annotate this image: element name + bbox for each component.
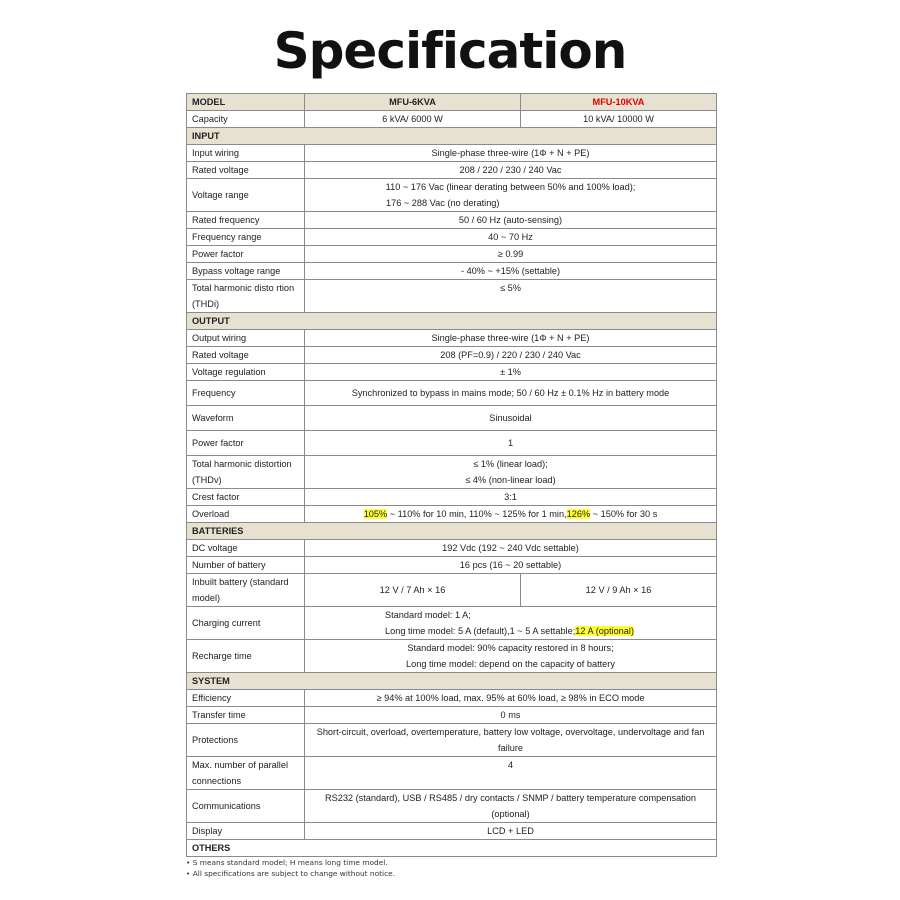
row-label: Charging current [187, 607, 305, 640]
value-line: Long time model: depend on the capacity of battery [406, 659, 615, 669]
value-line [385, 623, 711, 639]
row-label: Crest factor [187, 489, 305, 506]
section-batteries [187, 523, 717, 540]
section-output [187, 313, 717, 330]
value-line: failure [497, 743, 524, 753]
row-label [187, 757, 305, 790]
row-value [305, 506, 717, 523]
row-label: Power factor [187, 431, 305, 456]
charging-text: Long time model: 5 A (default),1 ~ 5 A settable; [385, 626, 576, 636]
row-label: Rated frequency [187, 212, 305, 229]
row-label: Communications [187, 790, 305, 823]
row-value: 208 / 220 / 230 / 240 Vac [305, 162, 717, 179]
footnote: • All specifications are subject to change without notice. [186, 869, 396, 878]
section-input [187, 128, 717, 145]
row-label: Rated voltage [187, 347, 305, 364]
value-line: Short-circuit, overload, overtemperature, battery low voltage, overvoltage, undervoltage and fan [316, 727, 705, 737]
row-value: ± 1% [305, 364, 717, 381]
row-value: 4 [305, 757, 717, 790]
row-label: Recharge time [187, 640, 305, 673]
row-label [187, 456, 305, 489]
row-label: Transfer time [187, 707, 305, 724]
table-row [187, 757, 717, 790]
footnote: • S means standard model; H means long time model. [186, 858, 388, 867]
section-system-title: SYSTEM [187, 673, 717, 690]
table-row [187, 707, 717, 724]
overload-text: ~ 110% for 10 min, 110% ~ 125% for 1 min, [387, 509, 567, 519]
row-label: Protections [187, 724, 305, 757]
table-row [187, 640, 717, 673]
section-others [187, 840, 717, 857]
row-label: DC voltage [187, 540, 305, 557]
table-row [187, 540, 717, 557]
row-value: LCD + LED [305, 823, 717, 840]
row-label: Rated voltage [187, 162, 305, 179]
section-system [187, 673, 717, 690]
highlight-105: 105% [363, 509, 388, 519]
table-row [187, 145, 717, 162]
overload-text-end: ~ 150% for 30 s [590, 509, 658, 519]
table-row [187, 381, 717, 406]
inbuilt-6kva: 12 V / 7 Ah × 16 [305, 574, 521, 607]
capacity-6kva: 6 kVA/ 6000 W [305, 111, 521, 128]
row-value: 0 ms [305, 707, 717, 724]
row-value: Single-phase three-wire (1Φ + N + PE) [305, 330, 717, 347]
label-line: Inbuilt battery (standard [192, 577, 289, 587]
row-value [305, 724, 717, 757]
value-line: Standard model: 1 A; [385, 610, 471, 620]
row-value [305, 790, 717, 823]
row-value [305, 607, 717, 640]
row-label [187, 574, 305, 607]
section-others-title: OTHERS [187, 840, 717, 857]
row-label: Power factor [187, 246, 305, 263]
table-row [187, 607, 717, 640]
value-line: RS232 (standard), USB / RS485 / dry contacts / SNMP / battery temperature compensation [324, 793, 697, 803]
row-label [187, 280, 305, 313]
table-row [187, 574, 717, 607]
row-label: Voltage range [187, 179, 305, 212]
row-value: ≥ 94% at 100% load, max. 95% at 60% load, ≥ 98% in ECO mode [305, 690, 717, 707]
row-value: 192 Vdc (192 ~ 240 Vdc settable) [305, 540, 717, 557]
page-title: Specification [273, 22, 627, 80]
section-batteries-title: BATTERIES [187, 523, 717, 540]
label-line: (THDv) [192, 475, 222, 485]
specification-table [186, 93, 717, 857]
value-line: Standard model: 90% capacity restored in 8 hours; [407, 643, 614, 653]
table-row [187, 456, 717, 489]
inbuilt-10kva: 12 V / 9 Ah × 16 [521, 574, 717, 607]
row-value: 50 / 60 Hz (auto-sensing) [305, 212, 717, 229]
row-label: Input wiring [187, 145, 305, 162]
label-line: (THDi) [192, 299, 220, 309]
row-label: Voltage regulation [187, 364, 305, 381]
table-row [187, 506, 717, 523]
row-label: Display [187, 823, 305, 840]
table-row [187, 212, 717, 229]
label-line: Total harmonic disto rtion [192, 283, 295, 293]
table-row [187, 790, 717, 823]
section-input-title: INPUT [187, 128, 717, 145]
section-output-title: OUTPUT [187, 313, 717, 330]
table-row [187, 364, 717, 381]
label-line: model) [192, 593, 221, 603]
capacity-10kva: 10 kVA/ 10000 W [521, 111, 717, 128]
table-row [187, 431, 717, 456]
row-value: 16 pcs (16 ~ 20 settable) [305, 557, 717, 574]
value-line: ≤ 1% (linear load); [473, 459, 548, 469]
row-value: Single-phase three-wire (1Φ + N + PE) [305, 145, 717, 162]
model-10kva-header: MFU-10KVA [521, 94, 717, 111]
row-value: Sinusoidal [305, 406, 717, 431]
value-line: (optional) [491, 809, 530, 819]
table-row [187, 330, 717, 347]
row-value [305, 640, 717, 673]
row-value: 208 (PF=0.9) / 220 / 230 / 240 Vac [305, 347, 717, 364]
table-row [187, 246, 717, 263]
capacity-row [187, 111, 717, 128]
row-value: 1 [305, 431, 717, 456]
table-row [187, 179, 717, 212]
table-row [187, 724, 717, 757]
table-row [187, 489, 717, 506]
row-value: 3:1 [305, 489, 717, 506]
row-value: ≥ 0.99 [305, 246, 717, 263]
model-header: MODEL [187, 94, 305, 111]
table-row [187, 263, 717, 280]
capacity-label: Capacity [187, 111, 305, 128]
row-label: Overload [187, 506, 305, 523]
table-row [187, 280, 717, 313]
row-value: ≤ 5% [305, 280, 717, 313]
row-value: Synchronized to bypass in mains mode; 50 / 60 Hz ± 0.1% Hz in battery mode [305, 381, 717, 406]
row-label: Number of battery [187, 557, 305, 574]
value-line: 110 ~ 176 Vac (linear derating between 50% and 100% load); [385, 182, 636, 192]
table-row [187, 162, 717, 179]
table-row [187, 229, 717, 246]
label-line: Total harmonic distortion [192, 459, 292, 469]
label-line: connections [192, 776, 242, 786]
table-row [187, 690, 717, 707]
row-value: 40 ~ 70 Hz [305, 229, 717, 246]
header-row [187, 94, 717, 111]
row-value [305, 179, 717, 212]
row-label: Bypass voltage range [187, 263, 305, 280]
table-row [187, 557, 717, 574]
highlight-126: 126% [566, 509, 591, 519]
footnotes [186, 857, 395, 879]
row-label: Efficiency [187, 690, 305, 707]
value-line: 176 ~ 288 Vac (no derating) [386, 198, 500, 208]
table-row [187, 823, 717, 840]
table-row [187, 406, 717, 431]
highlight-12a: 12 A (optional) [575, 626, 635, 636]
row-label: Frequency [187, 381, 305, 406]
model-6kva-header: MFU-6KVA [305, 94, 521, 111]
row-label: Output wiring [187, 330, 305, 347]
row-label: Frequency range [187, 229, 305, 246]
row-value: - 40% ~ +15% (settable) [305, 263, 717, 280]
row-label: Waveform [187, 406, 305, 431]
row-value [305, 456, 717, 489]
table-row [187, 347, 717, 364]
value-line: ≤ 4% (non-linear load) [465, 475, 556, 485]
label-line: Max. number of parallel [192, 760, 289, 770]
